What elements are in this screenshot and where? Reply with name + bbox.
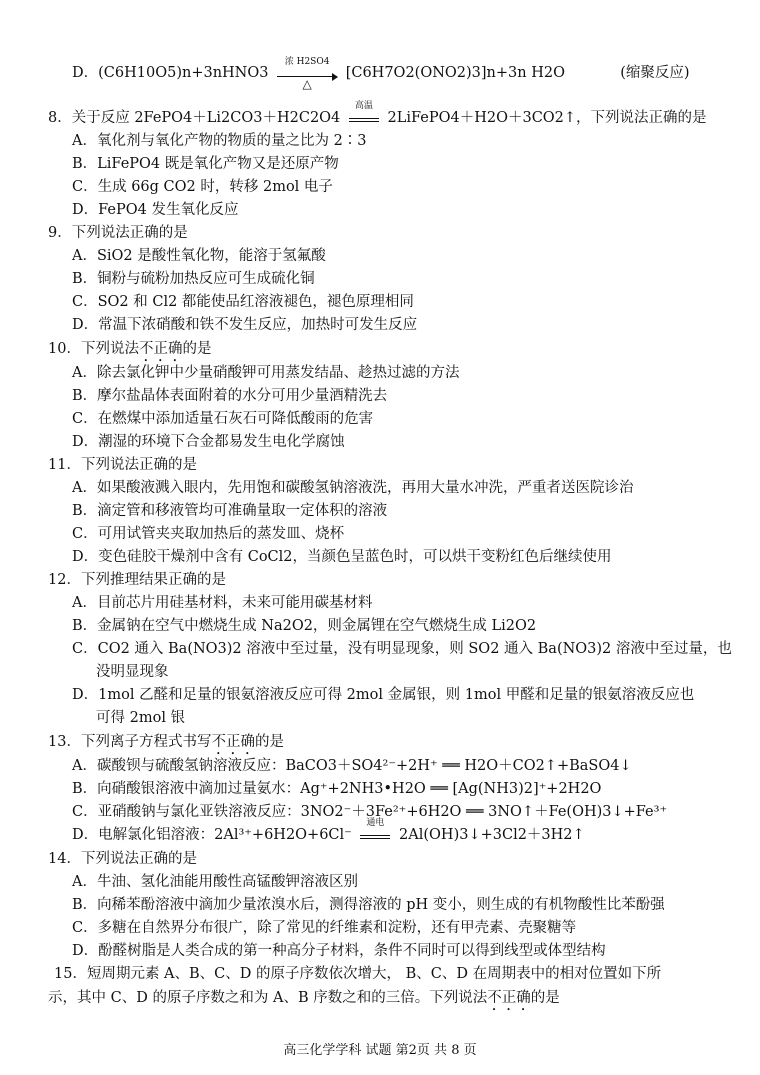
q9-option-b: B．铜粉与硫粉加热反应可生成硫化铜 xyxy=(72,271,315,287)
q15-stem-part-a: 示，其中 C、D 的原子序数之和为 A、B 序数之和的三倍。下列说法 xyxy=(48,990,488,1006)
q8-stem xyxy=(48,101,707,126)
q12-option-d-cont: 可得 2mol 银 xyxy=(96,710,186,726)
q15-stem-part-b: 的是 xyxy=(530,990,560,1006)
equals-sign xyxy=(349,118,379,122)
q13-option-b: B．向硝酸银溶液中滴加过量氨水：Ag⁺+2NH3•H2O ══ [Ag(NH3)2]⁺+2H2O xyxy=(72,781,602,797)
q12-option-d: D．1mol 乙醛和足量的银氨溶液反应可得 2mol 金属银，则 1mol 甲醛和足量的银氨溶液反应也 xyxy=(72,687,695,703)
q13-option-c: C．亚硝酸钠与氯化亚铁溶液反应：3NO2⁻＋3Fe²⁺+6H2O ══ 3NO↑＋Fe(OH)3↓+Fe³⁺ xyxy=(72,804,668,820)
q12-option-c: C．CO2 通入 Ba(NO3)2 溶液中至过量，没有明显现象，则 SO2 通入 Ba(NO3)2 溶液中至过量，也 xyxy=(72,641,732,657)
q10-option-b: B．摩尔盐晶体表面附着的水分可用少量酒精洗去 xyxy=(72,388,388,404)
q11-option-a: A．如果酸液溅入眼内，先用饱和碳酸氢钠溶液洗，再用大量水冲洗，严重者送医院诊治 xyxy=(72,480,634,496)
reaction-condition-arrow xyxy=(277,57,337,91)
q14-option-b: B．向稀苯酚溶液中滴加少量浓溴水后，测得溶液的 pH 变小，则生成的有机物酸性比苯酚强 xyxy=(72,897,665,913)
q10-stem-part-b: 的是 xyxy=(182,341,212,357)
q9-stem: 9．下列说法正确的是 xyxy=(48,225,188,241)
q8-option-b: B．LiFePO4 既是氧化产物又是还原产物 xyxy=(72,156,339,172)
q8-option-c: C．生成 66g CO2 时，转移 2mol 电子 xyxy=(72,179,333,195)
q11-option-d: D．变色硅胶干燥剂中含有 CoCl2，当颜色呈蓝色时，可以烘干变粉红色后继续使用 xyxy=(72,549,612,565)
q7-option-d xyxy=(72,57,690,91)
q14-option-a: A．牛油、氢化油能用酸性高锰酸钾溶液区别 xyxy=(72,874,358,890)
condition-top: 通电 xyxy=(366,818,385,828)
q13-stem xyxy=(48,734,284,758)
reaction-condition-equals xyxy=(349,101,379,122)
q10-stem xyxy=(48,341,211,365)
reaction-condition-equals xyxy=(360,818,390,839)
q8-option-d: D．FePO4 发生氧化反应 xyxy=(72,202,239,218)
q15-stem-line1: 15．短周期元素 A、B、C、D 的原子序数依次增大， B、C、D 在周期表中的相对位置如下所 xyxy=(54,966,662,982)
q7-option-d-label: D． xyxy=(72,65,99,81)
q11-stem: 11．下列说法正确的是 xyxy=(48,457,197,473)
q7-option-d-rhs: [C6H7O2(ONO2)3]n+3n H2O xyxy=(345,65,565,81)
q13-option-d-part-b: 2Al(OH)3↓+3Cl2＋3H2↑ xyxy=(399,827,585,843)
q15-emphasis: 不正确 xyxy=(487,990,531,1006)
condition-bottom: △ xyxy=(302,77,312,91)
q11-option-c: C．可用试管夹夹取加热后的蒸发皿、烧杯 xyxy=(72,526,345,542)
q10-emphasis: 不正确 xyxy=(138,341,183,357)
q11-option-b: B．滴定管和移液管均可准确量取一定体积的溶液 xyxy=(72,503,388,519)
condition-top: 浓 H2SO4 xyxy=(284,57,330,67)
q13-option-d xyxy=(72,818,585,843)
q7-option-d-note: (缩聚反应) xyxy=(620,65,690,81)
q15-stem-line2 xyxy=(48,990,560,1014)
condition-top: 高温 xyxy=(354,101,373,111)
q13-option-d-part-a: D．电解氯化铝溶液：2Al³⁺+6H2O+6Cl⁻ xyxy=(72,827,352,843)
q14-option-d: D．酚醛树脂是人类合成的第一种高分子材料，条件不同时可以得到线型或体型结构 xyxy=(72,943,606,959)
q12-stem: 12．下列推理结果正确的是 xyxy=(48,572,226,588)
q9-option-a: A．SiO2 是酸性氧化物，能溶于氢氟酸 xyxy=(72,248,326,264)
q10-stem-part-a: 10．下列说法 xyxy=(48,341,139,357)
q10-option-a: A．除去氯化钾中少量硝酸钾可用蒸发结晶、趁热过滤的方法 xyxy=(72,365,460,381)
q8-option-a: A．氧化剂与氧化产物的物质的量之比为 2∶3 xyxy=(72,133,367,149)
q9-option-c: C．SO2 和 Cl2 都能使品红溶液褪色，褪色原理相同 xyxy=(72,294,414,310)
q14-option-c: C．多糖在自然界分布很广，除了常见的纤维素和淀粉，还有甲壳素、壳聚糖等 xyxy=(72,920,577,936)
q13-option-a: A．碳酸钡与硫酸氢钠溶液反应：BaCO3＋SO4²⁻+2H⁺ ══ H2O＋CO2↑+BaSO4↓ xyxy=(72,758,632,774)
q8-stem-part-b: 2LiFePO4＋H2O＋3CO2↑，下列说法正确的是 xyxy=(387,110,707,126)
q13-stem-part-b: 的是 xyxy=(254,734,284,750)
q7-option-d-lhs: (C6H10O5)n+3nHNO3 xyxy=(98,65,269,81)
q14-stem: 14．下列说法正确的是 xyxy=(48,851,197,867)
q13-stem-part-a: 13．下列离子方程式书写 xyxy=(48,734,212,750)
q12-option-a: A．目前芯片用硅基材料，未来可能用碳基材料 xyxy=(72,595,373,611)
q12-option-c-cont: 没明显现象 xyxy=(96,664,169,680)
q12-option-b: B．金属钠在空气中燃烧生成 Na2O2，则金属锂在空气燃烧生成 Li2O2 xyxy=(72,618,537,634)
q10-option-d: D．潮湿的环境下合金都易发生电化学腐蚀 xyxy=(72,434,345,450)
q13-emphasis: 不正确 xyxy=(211,734,255,750)
q10-option-c: C．在燃煤中添加适量石灰石可降低酸雨的危害 xyxy=(72,411,374,427)
q8-stem-part-a: 8．关于反应 2FePO4＋Li2CO3＋H2C2O4 xyxy=(48,110,341,126)
equals-sign xyxy=(360,835,390,839)
page-footer: 高三化学学科 试题 第2页 共 8 页 xyxy=(283,1043,477,1058)
q9-option-d: D．常温下浓硝酸和铁不发生反应，加热时可发生反应 xyxy=(72,317,418,333)
